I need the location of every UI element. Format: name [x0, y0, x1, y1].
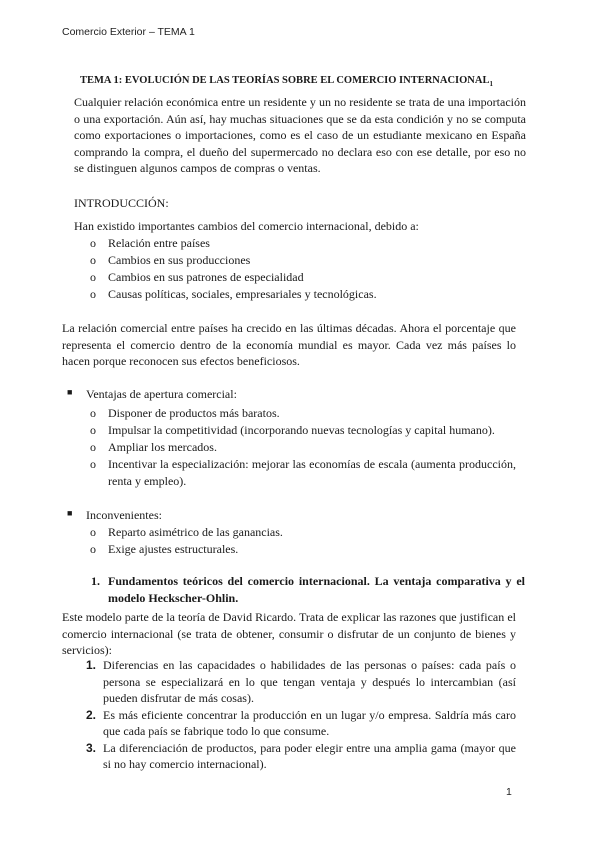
bullet-marker: o [90, 236, 96, 250]
list-item-text: Cambios en sus patrones de especialidad [108, 269, 304, 284]
relacion-paragraph: La relación comercial entre países ha crecido en las últimas décadas. Ahora el porcentaje que representa el comercio dentro de la economía mundial es mayor. Cada vez más países lo hacen porque reconocen sus efectos beneficiosos. [62, 321, 516, 368]
bullet-marker: o [90, 406, 96, 420]
list-item [90, 235, 530, 252]
bullet-marker: o [90, 456, 96, 471]
square-bullet-icon: ■ [67, 508, 73, 518]
title-footnote-ref: 1 [489, 80, 493, 89]
list-item [86, 707, 516, 740]
list-item-text: Disponer de productos más baratos. [108, 406, 280, 420]
title-text: TEMA 1: EVOLUCIÓN DE LAS TEORÍAS SOBRE EL COMERCIO INTERNACIONAL [80, 75, 490, 86]
list-item [90, 252, 530, 269]
list-item-text: La diferenciación de productos, para poder elegir entre una amplia gama (mayor que si no hay comercio internacional). [103, 740, 516, 771]
list-item [90, 286, 530, 303]
square-bullet-icon: ■ [67, 387, 73, 397]
list-item-text: Reparto asimétrico de las ganancias. [108, 525, 283, 539]
list-item [90, 269, 530, 286]
document-title [80, 75, 493, 88]
list-item [90, 456, 516, 490]
bullet-marker: o [90, 252, 96, 267]
list-item-text: Cambios en sus producciones [108, 252, 251, 267]
inconvenientes-list [90, 524, 510, 558]
list-item [86, 740, 516, 773]
list-item [86, 657, 516, 707]
page-header: Comercio Exterior – TEMA 1 [62, 26, 195, 38]
introduccion-lead: Han existido importantes cambios del comercio internacional, debido a: [74, 219, 419, 233]
list-item-text: Es más eficiente concentrar la producción en un lugar y/o empresa. Saldría más caro que cada país se fabrique todo lo que consume. [103, 707, 516, 738]
razones-list [86, 657, 516, 773]
list-item-text: Causas políticas, sociales, empresariales y tecnológicas. [108, 286, 377, 301]
list-item [90, 439, 516, 456]
introduccion-list [90, 235, 530, 303]
list-number: 2. [86, 707, 97, 722]
bullet-marker: o [90, 439, 96, 454]
bullet-marker: o [90, 422, 96, 437]
bullet-marker: o [90, 541, 96, 556]
introduccion-heading: INTRODUCCIÓN: [74, 196, 169, 210]
modelo-paragraph: Este modelo parte de la teoría de David Ricardo. Trata de explicar las razones que justifican el comercio internacional (se trata de obtener, consumir o disfrutar de un conjunto de bienes y servicios): [62, 610, 516, 657]
list-item [90, 524, 510, 541]
list-item-text: Ampliar los mercados. [108, 439, 217, 454]
list-item-text: Impulsar la competitividad (incorporando nuevas tecnologías y capital humano). [108, 422, 495, 437]
section-number: 1. [91, 574, 100, 588]
bullet-marker: o [90, 286, 96, 301]
bullet-marker: o [90, 269, 96, 284]
intro-paragraph: Cualquier relación económica entre un residente y un no residente se trata de una importación o una exportación. Aún así, hay muchas situaciones que se da esta condición y no se computa como exportaciones o importaciones, como es el caso de un estudiante mexicano en España comprando la compra, el dueño del supermercado no declara eso con ese detalle, por eso no se distinguen algunos campos de compras o ventas. [74, 95, 526, 175]
list-item [90, 405, 516, 422]
page-number: 1 [506, 786, 512, 798]
list-item-text: Relación entre países [108, 236, 210, 250]
ventajas-heading-text: Ventajas de apertura comercial: [86, 387, 237, 401]
ventajas-heading [67, 387, 237, 402]
section-title: Fundamentos teóricos del comercio internacional. La ventaja comparativa y el modelo Heckscher-Ohlin. [108, 574, 525, 605]
list-item-text: Incentivar la especialización: mejorar las economías de escala (aumenta producción, renta y empleo). [108, 456, 516, 488]
list-item-text: Exige ajustes estructurales. [108, 541, 239, 556]
inconvenientes-heading-text: Inconvenientes: [86, 508, 162, 522]
inconvenientes-heading [67, 508, 162, 523]
list-number: 1. [86, 658, 97, 672]
list-number: 3. [86, 740, 97, 755]
list-item [90, 422, 516, 439]
list-item-text: Diferencias en las capacidades o habilidades de las personas o países: cada país o persona se especializará en lo que tengan ventaja y después lo intercambian (así pueden disfrutar de más cosas). [103, 658, 516, 705]
bullet-marker: o [90, 525, 96, 539]
section-heading [91, 573, 525, 606]
list-item [90, 541, 510, 558]
ventajas-list [90, 405, 516, 490]
